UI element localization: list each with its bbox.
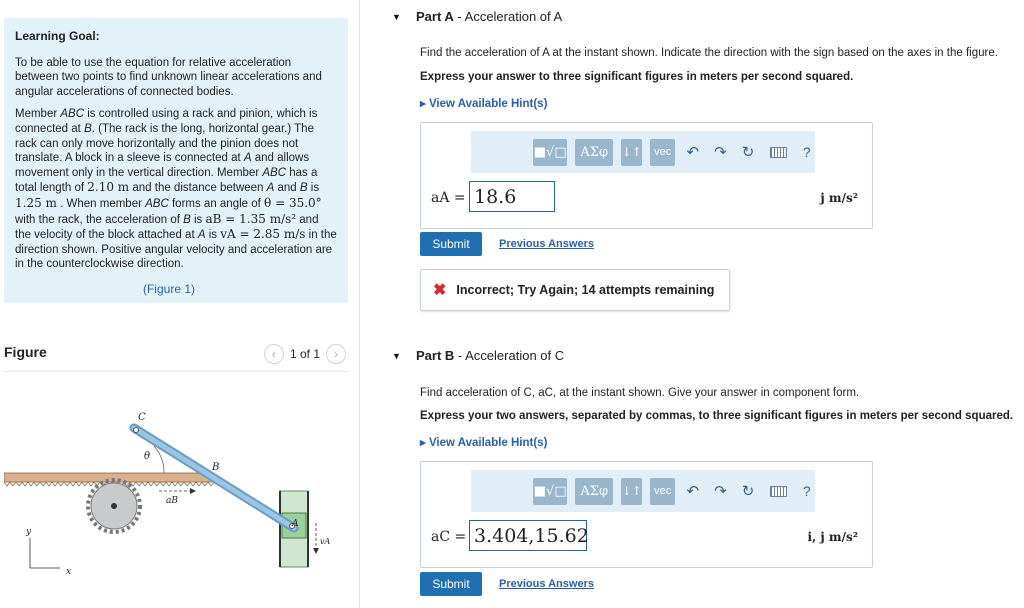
label-va: vA	[320, 537, 331, 546]
prev-figure-button[interactable]: ‹	[264, 344, 284, 364]
part-b-units: i, j m/s²	[807, 530, 858, 544]
part-a-answer-input[interactable]: 18.6	[469, 181, 555, 212]
part-b-var-label: aC =	[431, 529, 467, 545]
part-a-var-label: aA =	[431, 190, 466, 206]
label-x: x	[66, 567, 72, 577]
math-toolbar	[471, 470, 815, 512]
figure-pager	[264, 344, 346, 364]
label-a: A	[292, 519, 299, 529]
undo-icon[interactable]: ↶	[686, 483, 700, 500]
figure-image	[4, 378, 348, 606]
label-c: C	[138, 412, 146, 423]
templates-button[interactable]: ■√□	[533, 478, 567, 505]
redo-icon[interactable]: ↷	[714, 483, 727, 500]
part-b-question: Find acceleration of C, aC, at the instant shown. Give your answer in component form.	[420, 387, 860, 399]
undo-icon[interactable]: ↶	[686, 144, 700, 161]
mechanism-diagram	[4, 378, 348, 606]
redo-icon[interactable]: ↷	[714, 144, 727, 161]
figure-link[interactable]: (Figure 1)	[142, 281, 195, 296]
part-a-title: - Acceleration of A	[453, 9, 563, 24]
label-ab: aB	[166, 496, 178, 506]
part-a-feedback	[420, 269, 730, 311]
keyboard-icon[interactable]	[770, 147, 787, 158]
right-panel	[362, 0, 1024, 608]
part-b-answer-box	[420, 461, 873, 568]
problem-statement: Member ABC is controlled using a rack and pinion, which is connected at B. (The rack is the long, horizontal gear.) The rack can only move horizontally and the pinion does not translate. A block in a sleeve is connected at A and allows movement only in the vertical direction. Member ABC has a total length of 2.10 m and the distance between A and B is 1.25 m . When member ABC forms an angle of θ = 35.0° with the rack, the acceleration of B is aB = 1.35 m/s² and the velocity of the block attached at A is vA = 2.85 m/s in the direction shown. Positive angular velocity and acceleration are in the counterclockwise direction.	[15, 108, 337, 271]
keyboard-icon[interactable]	[770, 486, 787, 497]
part-a-submit-button[interactable]: Submit	[420, 232, 482, 256]
reset-icon[interactable]: ↻	[741, 144, 755, 161]
part-b-title: - Acceleration of C	[454, 348, 565, 363]
symbols-button[interactable]: ΑΣφ	[575, 478, 613, 505]
learning-goal-box	[4, 18, 348, 303]
reset-icon[interactable]: ↻	[741, 483, 755, 500]
feedback-text: Incorrect; Try Again; 14 attempts remaining	[456, 283, 715, 297]
part-a-previous-answers-link[interactable]: Previous Answers	[499, 238, 594, 250]
label-b: B	[212, 462, 220, 473]
label-theta: θ	[144, 451, 151, 462]
part-b-previous-answers-link[interactable]: Previous Answers	[499, 578, 594, 590]
pager-count: 1 of 1	[289, 347, 320, 361]
part-a-label: Part A	[416, 9, 454, 24]
part-a-question: Find the acceleration of A at the instant shown. Indicate the direction with the sign based on the axes in the figure.	[420, 47, 998, 59]
left-panel	[0, 0, 360, 608]
next-figure-button[interactable]: ›	[326, 344, 346, 364]
part-a-hint-link[interactable]: ▸ View Available Hint(s)	[420, 98, 548, 110]
learning-goal-text: To be able to use the equation for relative acceleration between two points to find unknown linear accelerations and angular accelerations of connected bodies.	[15, 56, 322, 98]
part-a-units: j m/s²	[820, 191, 858, 205]
figure-header	[4, 342, 348, 372]
part-b-header[interactable]	[392, 348, 564, 363]
help-icon[interactable]: ?	[802, 483, 811, 499]
updown-button[interactable]: ↓↑	[621, 478, 642, 505]
part-b-instruction: Express your two answers, separated by commas, to three significant figures in meters per second squared.	[420, 410, 1014, 422]
help-icon[interactable]: ?	[802, 144, 811, 160]
label-y: y	[26, 527, 32, 537]
part-a-instruction: Express your answer to three significant figures in meters per second squared.	[420, 71, 854, 83]
updown-button[interactable]: ↓↑	[621, 139, 642, 166]
part-b-submit-button[interactable]: Submit	[420, 572, 482, 596]
vec-button[interactable]: vec	[650, 478, 675, 505]
collapse-triangle-icon[interactable]: ▼	[392, 11, 401, 22]
learning-goal-title: Learning Goal:	[15, 29, 100, 43]
part-b-hint-link[interactable]: ▸ View Available Hint(s)	[420, 437, 548, 449]
part-a-header[interactable]	[392, 9, 562, 24]
part-b-answer-input[interactable]: 3.404,15.62	[469, 520, 587, 551]
part-b-label: Part B	[416, 348, 455, 363]
collapse-triangle-icon[interactable]: ▼	[392, 350, 401, 361]
templates-button[interactable]: ■√□	[533, 139, 567, 166]
part-a-answer-box	[420, 122, 873, 229]
symbols-button[interactable]: ΑΣφ	[575, 139, 613, 166]
incorrect-x-icon: ✖	[433, 282, 447, 299]
figure-title: Figure	[4, 344, 47, 360]
math-toolbar	[471, 131, 815, 173]
vec-button[interactable]: vec	[650, 139, 675, 166]
